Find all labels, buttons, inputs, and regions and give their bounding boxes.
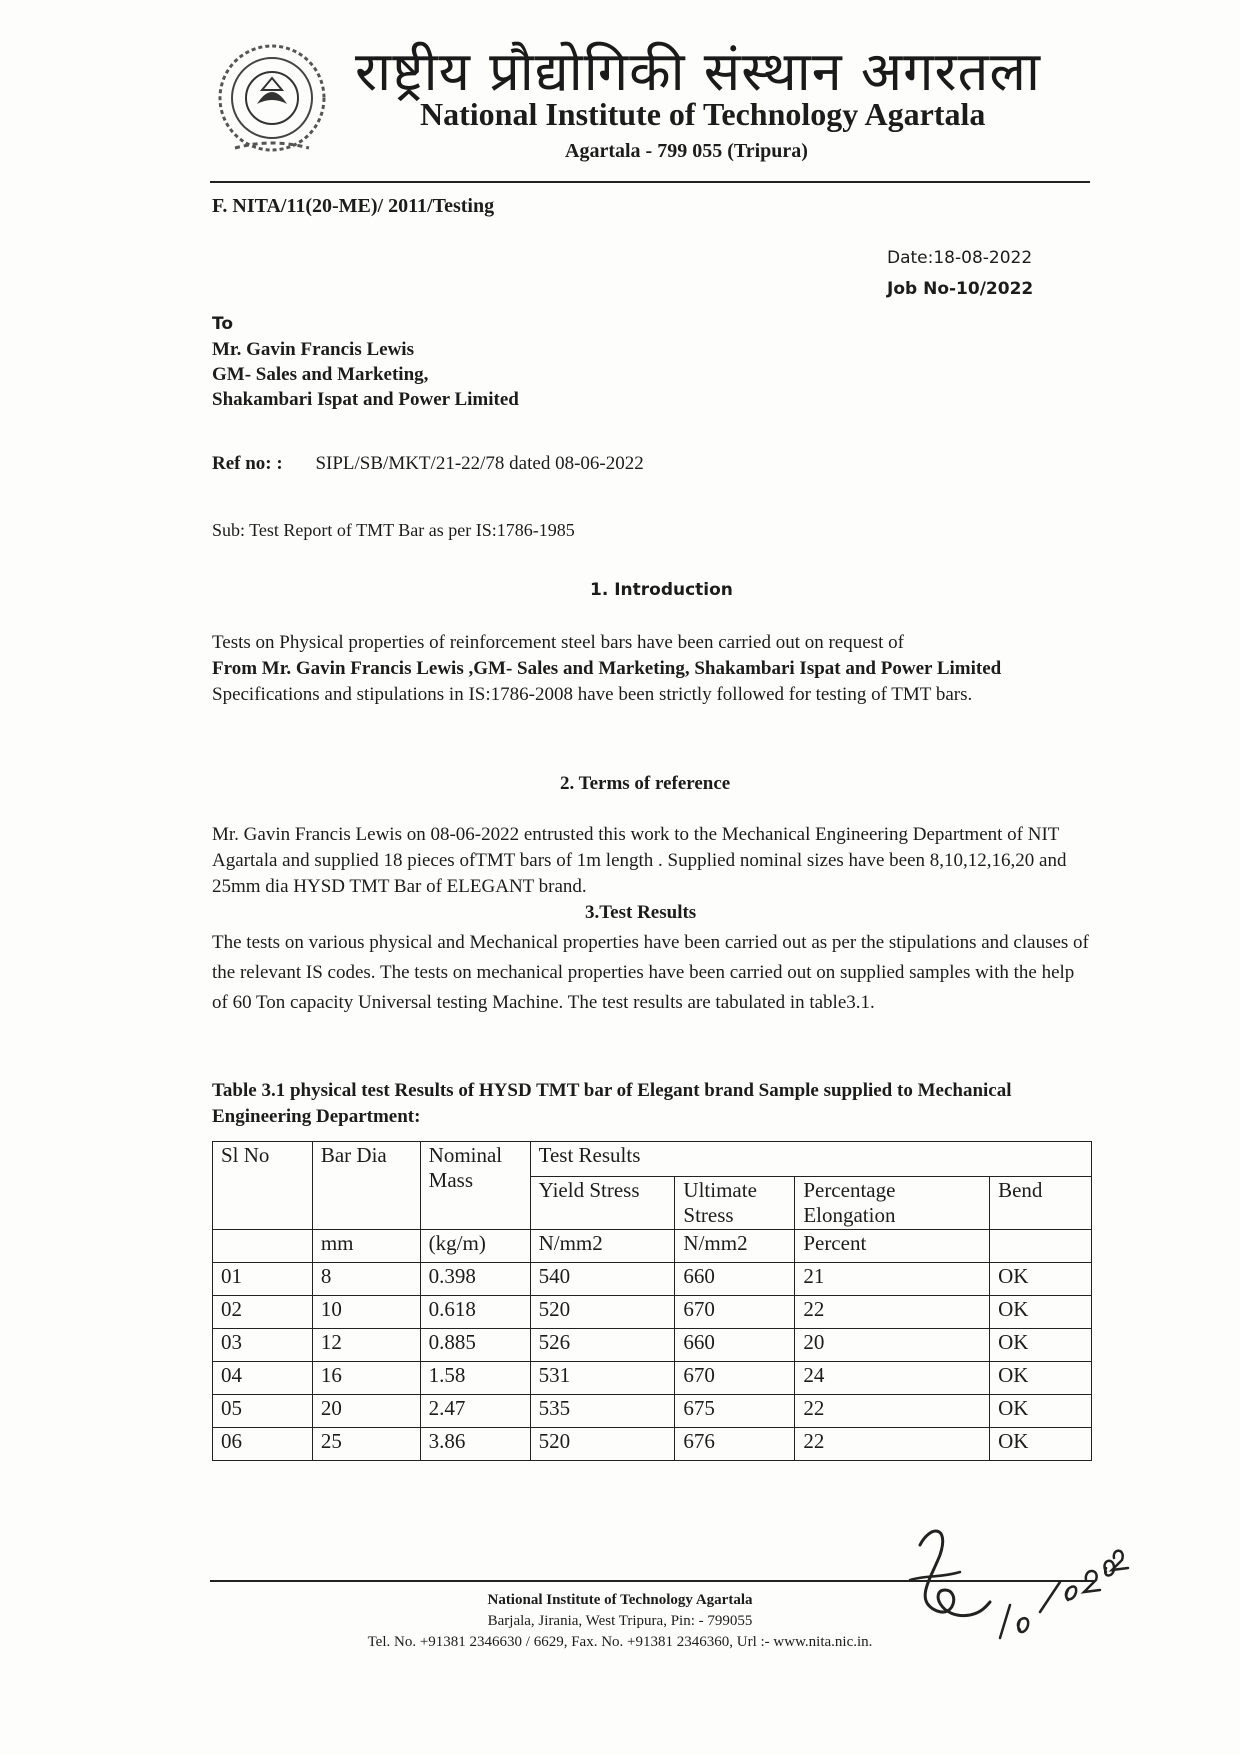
footer-institute-name: National Institute of Technology Agartala	[487, 1592, 753, 1608]
cell-bar-dia: 12	[312, 1329, 420, 1362]
header-ultimate-stress: Ultimate Stress	[675, 1177, 795, 1230]
table-header-row	[213, 1142, 1092, 1177]
unit-ultimate: N/mm2	[675, 1230, 795, 1263]
to-label: To	[212, 314, 234, 334]
cell-sl-no: 06	[213, 1428, 313, 1461]
intro-heading: 1. Introduction	[590, 580, 733, 600]
table-row	[213, 1329, 1092, 1362]
reference-line	[212, 453, 644, 475]
cell-yield-stress: 535	[530, 1395, 675, 1428]
recipient-name: Mr. Gavin Francis Lewis	[212, 339, 414, 360]
cell-nominal-mass: 1.58	[420, 1362, 530, 1395]
institute-logo	[205, 40, 340, 158]
cell-elongation: 22	[795, 1395, 990, 1428]
recipient-title: GM- Sales and Marketing,	[212, 364, 429, 385]
table-caption: Table 3.1 physical test Results of HYSD TMT bar of Elegant brand Sample supplied to Mechanical Engineering Department:	[212, 1080, 1012, 1127]
table-row	[213, 1395, 1092, 1428]
cell-nominal-mass: 0.885	[420, 1329, 530, 1362]
institute-address: Agartala - 799 055 (Tripura)	[565, 140, 808, 162]
cell-elongation: 22	[795, 1296, 990, 1329]
unit-dia: mm	[312, 1230, 420, 1263]
cell-sl-no: 05	[213, 1395, 313, 1428]
cell-yield-stress: 520	[530, 1296, 675, 1329]
intro-line-1: Tests on Physical properties of reinforcement steel bars have been carried out on request of	[212, 632, 904, 653]
cell-nominal-mass: 2.47	[420, 1395, 530, 1428]
table-row	[213, 1362, 1092, 1395]
cell-yield-stress: 531	[530, 1362, 675, 1395]
footer-address: Barjala, Jirania, West Tripura, Pin: - 799055	[487, 1613, 753, 1629]
cell-yield-stress: 540	[530, 1263, 675, 1296]
table-units-row	[213, 1230, 1092, 1263]
cell-bar-dia: 20	[312, 1395, 420, 1428]
header-nominal-mass: Nominal Mass	[420, 1142, 530, 1230]
header-test-results: Test Results	[530, 1142, 1091, 1177]
cell-ultimate-stress: 675	[675, 1395, 795, 1428]
cell-ultimate-stress: 670	[675, 1296, 795, 1329]
institute-name: National Institute of Technology Agartala	[420, 96, 986, 132]
header-divider	[210, 181, 1090, 183]
cell-elongation: 21	[795, 1263, 990, 1296]
job-number: Job No-10/2022	[887, 279, 1034, 299]
results-paragraph: The tests on various physical and Mechanical properties have been carried out as per the stipulations and clauses of the relevant IS codes. The tests on mechanical properties have been carried out on supplied samples with the help of 60 Ton capacity Universal testing Machine. The test results are tabulated in table3.1.	[212, 932, 1089, 1013]
results-table	[212, 1141, 1092, 1461]
results-heading: 3.Test Results	[585, 902, 697, 923]
recipient-block	[212, 312, 519, 412]
unit-bend	[990, 1230, 1092, 1263]
cell-bend: OK	[990, 1362, 1092, 1395]
cell-elongation: 20	[795, 1329, 990, 1362]
subject-line: Sub: Test Report of TMT Bar as per IS:1786-1985	[212, 520, 575, 540]
cell-sl-no: 03	[213, 1329, 313, 1362]
letter-date: Date:18-08-2022	[887, 248, 1033, 268]
table-row	[213, 1428, 1092, 1461]
cell-bend: OK	[990, 1263, 1092, 1296]
table-row	[213, 1263, 1092, 1296]
cell-elongation: 24	[795, 1362, 990, 1395]
cell-sl-no: 01	[213, 1263, 313, 1296]
cell-ultimate-stress: 660	[675, 1263, 795, 1296]
cell-bend: OK	[990, 1296, 1092, 1329]
footer-divider	[210, 1580, 1095, 1582]
cell-yield-stress: 520	[530, 1428, 675, 1461]
table-row	[213, 1296, 1092, 1329]
unit-mass: (kg/m)	[420, 1230, 530, 1263]
header-bar-dia: Bar Dia	[312, 1142, 420, 1230]
cell-nominal-mass: 0.398	[420, 1263, 530, 1296]
cell-bend: OK	[990, 1428, 1092, 1461]
terms-paragraph: Mr. Gavin Francis Lewis on 08-06-2022 entrusted this work to the Mechanical Engineering Department of NIT Agartala and supplied 18 pieces ofTMT bars of 1m length . Supplied nominal sizes have been 8,10,12,16,20 and 25mm dia HYSD TMT Bar of ELEGANT brand.	[212, 824, 1067, 897]
header-sl-no: Sl No	[213, 1142, 313, 1230]
cell-bar-dia: 25	[312, 1428, 420, 1461]
cell-ultimate-stress: 676	[675, 1428, 795, 1461]
cell-elongation: 22	[795, 1428, 990, 1461]
terms-heading: 2. Terms of reference	[560, 773, 731, 794]
cell-nominal-mass: 3.86	[420, 1428, 530, 1461]
footer-contact: Tel. No. +91381 2346630 / 6629, Fax. No. +91381 2346360, Url :- www.nita.nic.in.	[367, 1634, 873, 1650]
cell-yield-stress: 526	[530, 1329, 675, 1362]
unit-sl	[213, 1230, 313, 1263]
ref-label: Ref no: :	[212, 453, 283, 474]
intro-line-2: From Mr. Gavin Francis Lewis ,GM- Sales and Marketing, Shakambari Ispat and Power Limited	[212, 658, 1002, 679]
cell-bar-dia: 8	[312, 1263, 420, 1296]
ref-value: SIPL/SB/MKT/21-22/78 dated 08-06-2022	[315, 453, 644, 474]
intro-line-3: Specifications and stipulations in IS:1786-2008 have been strictly followed for testing of TMT bars.	[212, 684, 973, 705]
unit-yield: N/mm2	[530, 1230, 675, 1263]
unit-elongation: Percent	[795, 1230, 990, 1263]
file-reference: F. NITA/11(20-ME)/ 2011/Testing	[212, 195, 495, 217]
intro-paragraph	[212, 630, 1092, 708]
hindi-title: राष्ट्रीय प्रौद्योगिकी संस्थान अगरतला	[355, 40, 1041, 103]
cell-ultimate-stress: 660	[675, 1329, 795, 1362]
header-yield-stress: Yield Stress	[530, 1177, 675, 1230]
cell-sl-no: 02	[213, 1296, 313, 1329]
cell-ultimate-stress: 670	[675, 1362, 795, 1395]
cell-bar-dia: 10	[312, 1296, 420, 1329]
header-bend: Bend	[990, 1177, 1092, 1230]
recipient-company: Shakambari Ispat and Power Limited	[212, 389, 519, 410]
cell-bend: OK	[990, 1395, 1092, 1428]
cell-sl-no: 04	[213, 1362, 313, 1395]
header-elongation: Percentage Elongation	[795, 1177, 990, 1230]
cell-bend: OK	[990, 1329, 1092, 1362]
cell-nominal-mass: 0.618	[420, 1296, 530, 1329]
cell-bar-dia: 16	[312, 1362, 420, 1395]
